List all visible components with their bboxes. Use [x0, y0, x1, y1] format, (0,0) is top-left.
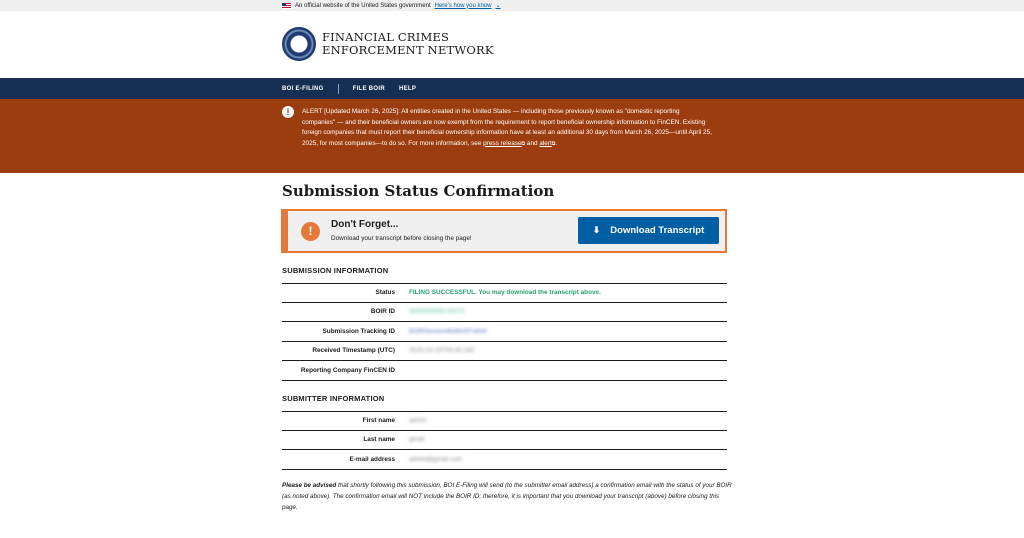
main-nav	[0, 78, 1024, 99]
alert-info-icon: !	[282, 106, 294, 118]
external-link-icon: ⧉	[551, 140, 556, 147]
gov-banner	[0, 0, 1024, 11]
download-reminder	[281, 209, 727, 253]
org-name: FINANCIAL CRIMES ENFORCEMENT NETWORK	[322, 30, 494, 57]
table-row: Reporting Company FinCEN ID	[282, 361, 727, 381]
page-title: Submission Status Confirmation	[282, 182, 555, 200]
gov-banner-text: An official website of the United States government	[295, 2, 431, 9]
nav-help[interactable]: HELP	[398, 85, 417, 92]
advisory-note: Please be advised that shortly following this submission, BOI E-Filing will send (to the submitter email address) a confirmation email with the status of your BOIR (as noted above). The confirmation email will NOT include the BOIR ID; therefore, it is important that you download your transcript (above) before closing this page.	[282, 482, 732, 511]
gov-banner-link[interactable]: Here's how you know	[434, 2, 492, 9]
email-value: admin@gmail.com	[409, 455, 463, 463]
tracking-id-value: BOIRSessionBd4fc6f7a5d4	[409, 327, 487, 335]
table-row: Received Timestamp (UTC) 2025-03-19T09:35:18Z	[282, 342, 727, 362]
table-row: Submission Tracking ID BOIRSessionBd4fc6f7a5d4	[282, 322, 727, 342]
table-row: Status FILING SUCCESSFUL. You may download the transcript above.	[282, 283, 727, 303]
alert-text: ALERT [Updated March 26, 2025]: All entities created in the United States — including those previously known as "domestic reporting companies" — and their beneficial owners are now exempt from the requirement to report beneficial ownership information to FinCEN. Existing foreign companies that must report their beneficial ownership information have at least an additional 30 days from March 26, 2025—until April 25, 2025, for most companies—to do so. For more information, see press release⧉ and alert⧉.	[302, 108, 712, 147]
boir-id-value: 0000000000-00273	[409, 308, 465, 316]
last-name-value: gmail	[409, 436, 425, 444]
table-row: Last name gmail	[282, 431, 727, 451]
warning-icon: !	[301, 222, 320, 241]
submission-info-heading: SUBMISSION INFORMATION	[282, 266, 389, 275]
first-name-value: admin	[409, 417, 427, 425]
submission-info-table	[282, 283, 727, 381]
external-link-icon: ⧉	[521, 140, 526, 147]
timestamp-value: 2025-03-19T09:35:18Z	[409, 347, 475, 355]
fincen-seal-icon	[282, 27, 316, 61]
table-row: First name admin	[282, 411, 727, 431]
press-release-link[interactable]: press release	[483, 139, 522, 147]
table-row: E-mail address admin@gmail.com	[282, 450, 727, 470]
nav-boi-efiling[interactable]: BOI E-FILING	[282, 85, 324, 92]
nav-file-boir[interactable]: FILE BOIR	[352, 85, 385, 92]
chevron-down-icon[interactable]: ⌄	[495, 3, 501, 9]
table-row: BOIR ID 0000000000-00273	[282, 303, 727, 323]
submitter-info-heading: SUBMITTER INFORMATION	[282, 394, 385, 403]
alert-link[interactable]: alert	[539, 139, 552, 147]
download-transcript-button[interactable]: ⬇ Download Transcript	[578, 217, 719, 244]
site-header[interactable]	[282, 27, 494, 61]
status-value: FILING SUCCESSFUL. You may download the transcript above.	[409, 289, 601, 297]
alert-banner	[0, 99, 1024, 173]
reminder-text: Download your transcript before closing the page!	[331, 235, 472, 242]
reminder-title: Don't Forget...	[331, 219, 399, 230]
download-icon: ⬇	[592, 225, 601, 235]
us-flag-icon	[282, 3, 291, 9]
submitter-info-table	[282, 411, 727, 470]
nav-divider	[338, 84, 339, 94]
